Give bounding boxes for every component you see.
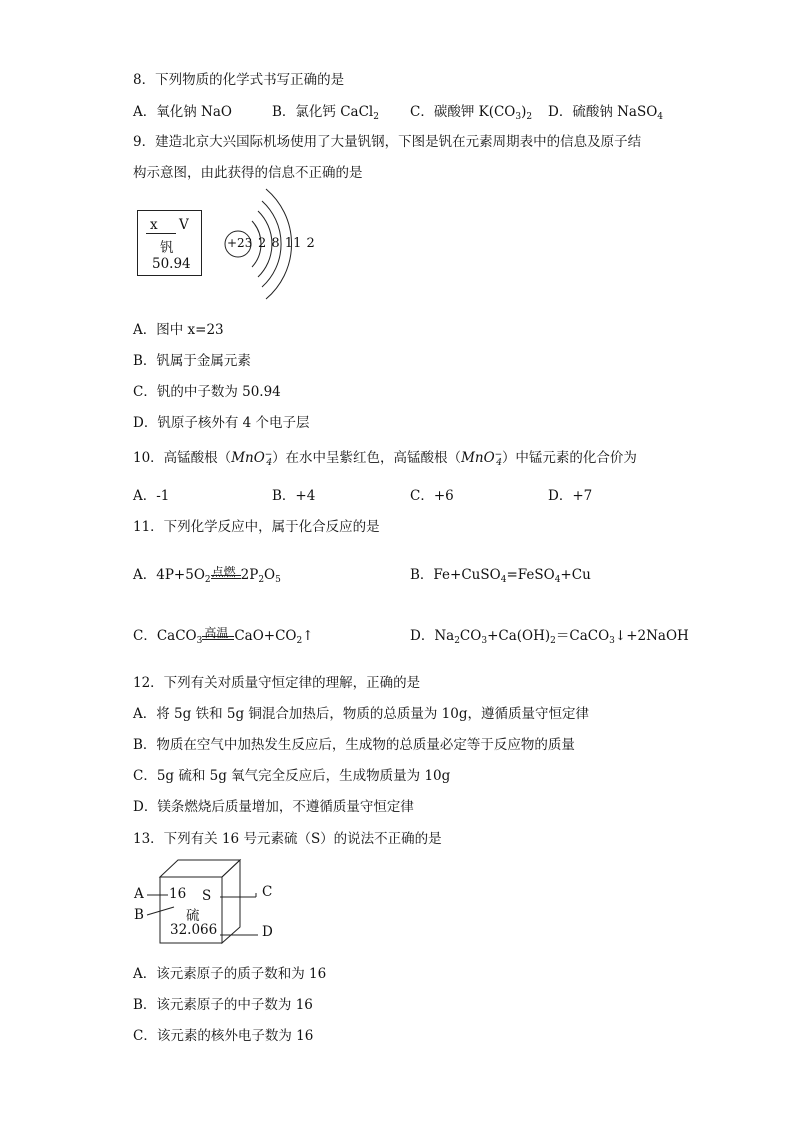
q11-stem: 11．下列化学反应中，属于化合反应的是 [133, 519, 380, 535]
vanadium-mass: 50.94 [152, 256, 191, 272]
q10-option-b: B．+4 [272, 488, 316, 504]
sulfur-symbol: S [202, 888, 212, 904]
q12-stem: 12．下列有关对质量守恒定律的理解，正确的是 [133, 675, 421, 691]
label-c: C [262, 884, 273, 900]
vanadium-name: 钒 [160, 240, 174, 256]
permanganate-ion: MnO−$_4$ [231, 450, 273, 468]
sulfur-atomic-number: 16 [169, 886, 187, 902]
q9-option-a: A．图中 x=23 [133, 322, 224, 338]
q11-option-a: A．$4P+5O_2$ 点燃 $2P_2O_5$ [133, 565, 281, 585]
q13-option-b: B．该元素原子的中子数为 16 [133, 997, 313, 1013]
q10-option-c: C．+6 [410, 488, 454, 504]
sulfur-mass: 32.066 [170, 922, 218, 938]
ignite-condition: 点燃 [211, 565, 236, 579]
q8-option-b: B．氯化钙 CaCl$_2$ [272, 104, 379, 122]
permanganate-ion: MnO−$_4$ [461, 450, 503, 468]
q12-option-c: C．5g 硫和 5g 氧气完全反应后，生成物质量为 10g [133, 768, 451, 784]
q9-option-d: D．钒原子核外有 4 个电子层 [133, 415, 310, 431]
q11-option-d: D．$Na_2CO_3+Ca(OH)_2=CaCO_3↓+2NaOH$ [410, 628, 689, 646]
q9-stem-line2: 构示意图，由此获得的信息不正确的是 [133, 165, 363, 181]
q9-option-c: C．钒的中子数为 50.94 [133, 384, 281, 400]
q13-option-a: A．该元素原子的质子数和为 16 [133, 966, 327, 982]
q9-option-b: B．钒属于金属元素 [133, 353, 251, 369]
q11-option-c: C．CaCO$_3$ 高温 $CaO+CO_2↑$ [133, 626, 314, 646]
q8-option-d: D．硫酸钠 NaSO$_4$ [548, 104, 664, 122]
q10-option-d: D．+7 [548, 488, 593, 504]
vanadium-atomic-number-x: x [150, 217, 158, 233]
q13-stem: 13．下列有关 16 号元素硫（S）的说法不正确的是 [133, 831, 442, 847]
vanadium-symbol: V [179, 217, 189, 233]
label-a: A [134, 886, 144, 902]
q13-option-c: C．该元素的核外电子数为 16 [133, 1028, 314, 1044]
q11-option-b: B．Fe+CuSO$_4$=FeSO$_4$+Cu [410, 567, 591, 585]
q12-option-d: D．镁条燃烧后质量增加，不遵循质量守恒定律 [133, 799, 414, 815]
vanadium-periodic-cell [137, 210, 202, 276]
label-b: B [134, 907, 144, 923]
sulfur-name: 硫 [186, 908, 200, 924]
q8-option-c: C．碳酸钾 $K(CO_3)_2$ [410, 104, 533, 122]
high-temp-condition: 高温 [204, 626, 229, 640]
vanadium-electron-shells: 2 8 11 2 [258, 236, 315, 251]
vanadium-underline [146, 233, 176, 234]
q8-option-a: A．氧化钠 NaO [133, 104, 232, 120]
q8-stem: 8．下列物质的化学式书写正确的是 [133, 72, 345, 88]
q10-stem: 10．高锰酸根（MnO−$_4$）在水中呈紫红色，高锰酸根（MnO−$_4$）中锰元素的化合价为 [133, 450, 637, 468]
q12-option-b: B．物质在空气中加热发生反应后，生成物的总质量必定等于反应物的质量 [133, 737, 575, 753]
q10-option-a: A．-1 [133, 488, 170, 504]
label-d: D [262, 924, 273, 940]
q9-stem-line1: 9．建造北京大兴国际机场使用了大量钒钢，下图是钒在元素周期表中的信息及原子结 [133, 134, 642, 150]
q12-option-a: A．将 5g 铁和 5g 铜混合加热后，物质的总质量为 10g，遵循质量守恒定律 [133, 706, 589, 722]
vanadium-nucleus-charge: +23 [227, 236, 253, 250]
